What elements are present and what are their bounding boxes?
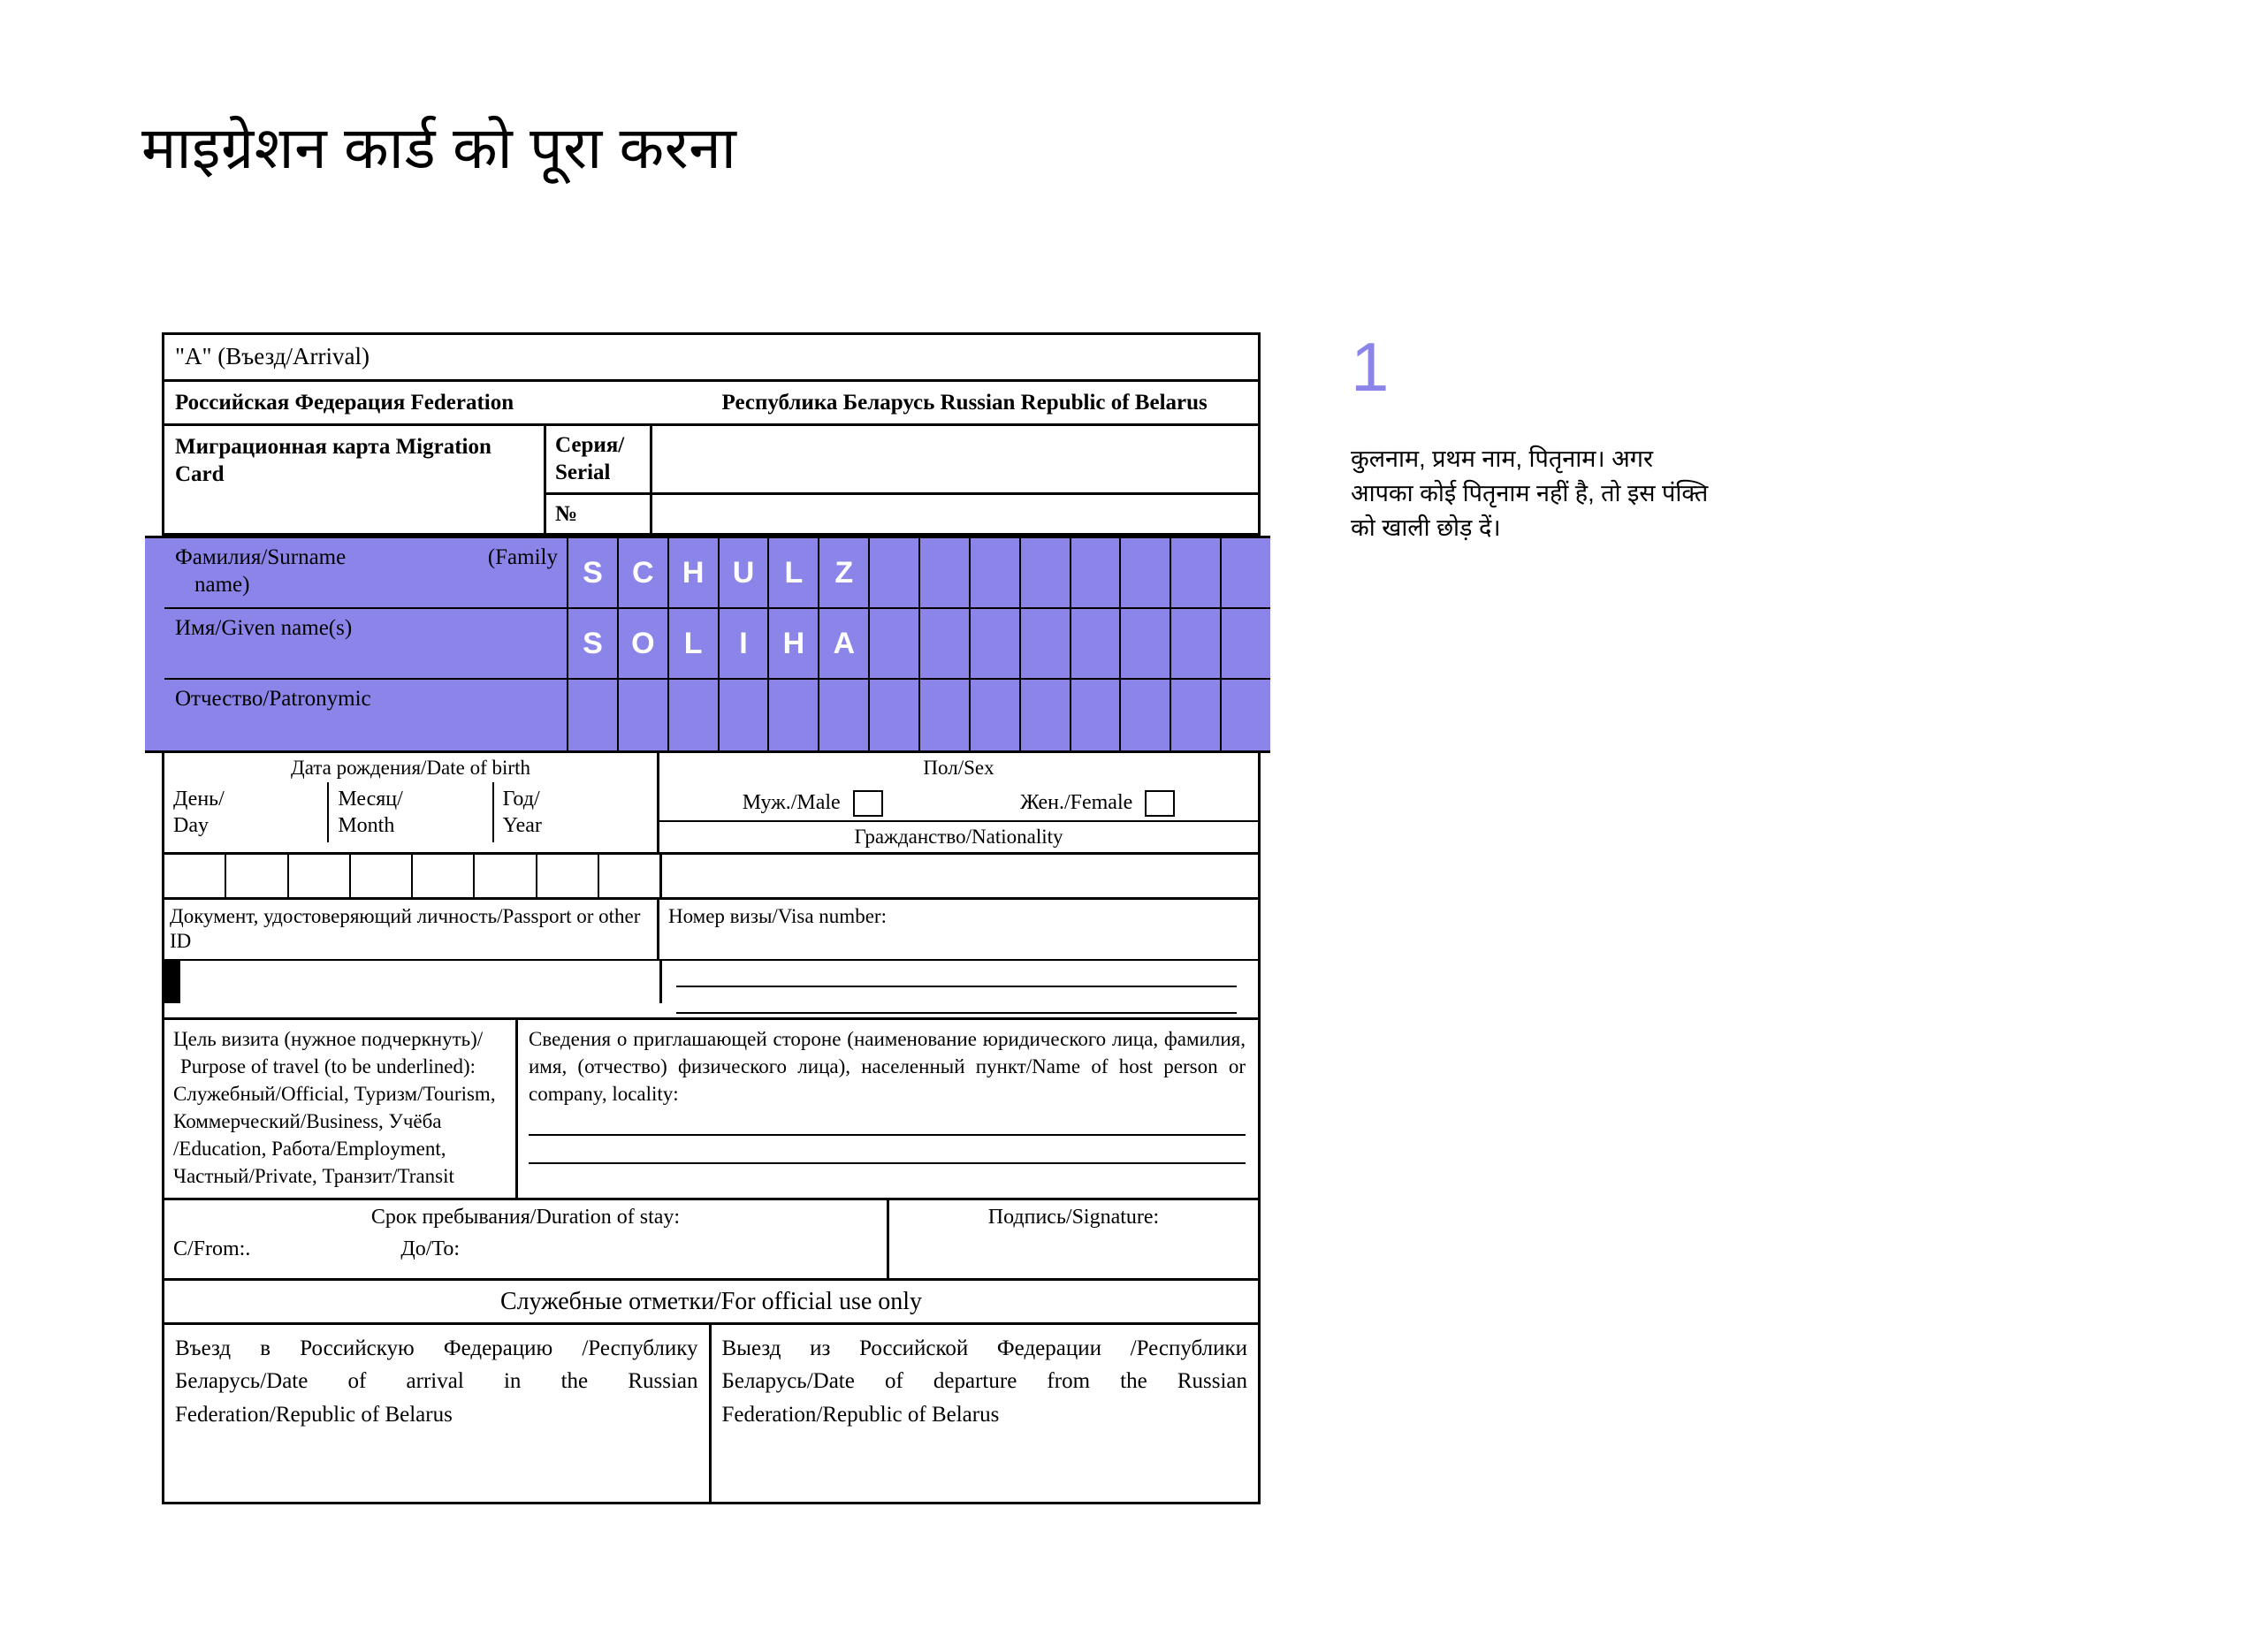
given-name-row — [164, 609, 1270, 680]
federation-left: Российская Федерация Federation — [175, 390, 514, 415]
patronymic-char-1[interactable] — [617, 680, 667, 750]
month-box-1[interactable] — [349, 855, 411, 897]
patronymic-char-6[interactable] — [868, 680, 918, 750]
patronymic-char-8[interactable] — [969, 680, 1019, 750]
day-label: День/ Day — [173, 787, 225, 837]
purpose-sub-label: Purpose of travel (to be underlined): — [180, 1055, 476, 1078]
callout-text: कुलनाम, प्रथम नाम, पितृनाम। अगर आपका कोई पितृनाम नहीं है, तो इस पंक्ति को खाली छोड़ दें। — [1351, 445, 1709, 542]
patronymic-char-3[interactable] — [718, 680, 768, 750]
patronymic-char-7[interactable] — [918, 680, 969, 750]
patronymic-char-2[interactable] — [667, 680, 718, 750]
patronymic-char-0[interactable] — [567, 680, 617, 750]
serial-row — [546, 426, 1258, 495]
female-option[interactable] — [1020, 789, 1175, 817]
migration-card — [162, 332, 1261, 1504]
surname-char-4[interactable]: L — [767, 538, 818, 607]
serial-label: Серия/ Serial — [546, 426, 652, 492]
federation-row — [164, 382, 1258, 426]
surname-char-7[interactable] — [918, 538, 969, 607]
arrival-header: "A" (Въезд/Arrival) — [175, 343, 370, 369]
host-details — [518, 1020, 1258, 1197]
male-checkbox[interactable] — [853, 790, 883, 817]
signature-field[interactable] — [889, 1200, 1258, 1278]
migration-card-label: Миграционная карта Migration Card — [164, 426, 546, 533]
given-char-5[interactable]: A — [818, 609, 868, 678]
given-name-label: Имя/Given name(s) — [175, 615, 353, 640]
host-line-1[interactable] — [529, 1111, 1246, 1136]
official-use-header: Служебные отметки/For official use only — [164, 1281, 1258, 1325]
duration-of-stay — [164, 1200, 889, 1278]
passport-boxes[interactable] — [164, 961, 662, 1003]
given-char-11[interactable] — [1119, 609, 1170, 678]
surname-label-paren2: name) — [194, 573, 250, 597]
card-header-row — [164, 335, 1258, 382]
surname-char-2[interactable]: H — [667, 538, 718, 607]
patronymic-char-10[interactable] — [1070, 680, 1120, 750]
visa-line-2[interactable] — [676, 993, 1237, 1014]
serial-input[interactable] — [652, 426, 1258, 492]
purpose-option-line-4[interactable]: Частный/Private, Транзит/Transit — [173, 1165, 454, 1188]
surname-char-13[interactable] — [1220, 538, 1270, 607]
name-highlight-block — [145, 536, 1270, 753]
given-char-2[interactable]: L — [667, 609, 718, 678]
month-box-0[interactable] — [287, 855, 349, 897]
duration-title: Срок пребывания/Duration of stay: — [370, 1205, 681, 1229]
patronymic-char-9[interactable] — [1019, 680, 1070, 750]
nationality-label: Гражданство/Nationality — [854, 825, 1063, 848]
given-char-1[interactable]: O — [617, 609, 667, 678]
number-row — [546, 495, 1258, 533]
patronymic-input[interactable] — [567, 680, 1270, 750]
signature-label: Подпись/Signature: — [987, 1205, 1160, 1229]
dob-title: Дата рождения/Date of birth — [291, 756, 530, 779]
patronymic-char-5[interactable] — [818, 680, 868, 750]
dob-sex-header-row — [164, 753, 1258, 855]
surname-char-10[interactable] — [1070, 538, 1120, 607]
host-label: Сведения о приглашающей стороне (наименование юридического лица, фамилия, имя, (отчество) физического лица), населенный пункт/Name of host person or company, locality: — [529, 1028, 1246, 1106]
surname-char-9[interactable] — [1019, 538, 1070, 607]
passport-box-9[interactable] — [179, 961, 180, 1003]
patronymic-char-12[interactable] — [1170, 680, 1220, 750]
surname-char-3[interactable]: U — [718, 538, 768, 607]
surname-char-6[interactable] — [868, 538, 918, 607]
purpose-of-travel[interactable] — [164, 1020, 518, 1197]
given-char-9[interactable] — [1019, 609, 1070, 678]
surname-char-12[interactable] — [1170, 538, 1220, 607]
dob-boxes[interactable] — [164, 855, 662, 897]
sex-title: Пол/Sex — [923, 756, 994, 779]
surname-label-main: Фамилия/Surname — [175, 544, 347, 569]
male-option[interactable] — [743, 789, 883, 817]
given-char-12[interactable] — [1170, 609, 1220, 678]
visa-label: Номер визы/Visa number: — [668, 904, 887, 927]
year-box-0[interactable] — [411, 855, 473, 897]
dob-nationality-boxes-row — [164, 855, 1258, 900]
purpose-option-line-3[interactable]: /Education, Работа/Employment, — [173, 1138, 446, 1161]
migration-card-row — [164, 426, 1258, 536]
arrival-departure-row — [164, 1325, 1258, 1502]
number-label: № — [546, 495, 652, 533]
visa-line-1[interactable] — [676, 966, 1237, 987]
surname-char-1[interactable]: C — [617, 538, 667, 607]
from-label: C/From:. — [173, 1237, 251, 1260]
surname-label-paren: (Family — [487, 544, 558, 569]
given-char-10[interactable] — [1070, 609, 1120, 678]
patronymic-label: Отчество/Patronymic — [175, 686, 371, 711]
passport-label: Документ, удостоверяющий личность/Passport or other ID — [164, 900, 659, 960]
visa-number-input[interactable] — [662, 961, 1258, 1017]
passport-visa-label-row — [164, 900, 1258, 962]
patronymic-row — [164, 680, 1270, 750]
surname-label — [164, 538, 567, 607]
purpose-option-line-1[interactable]: Служебный/Official, Туризм/Tourism, — [173, 1083, 496, 1106]
given-char-8[interactable] — [969, 609, 1019, 678]
given-char-6[interactable] — [868, 609, 918, 678]
patronymic-char-13[interactable] — [1220, 680, 1270, 750]
given-char-3[interactable]: I — [718, 609, 768, 678]
number-input[interactable] — [652, 495, 1258, 533]
surname-char-8[interactable] — [969, 538, 1019, 607]
year-box-2[interactable] — [536, 855, 598, 897]
female-label: Жен./Female — [1020, 790, 1133, 814]
male-label: Муж./Male — [742, 790, 841, 814]
host-line-2[interactable] — [529, 1139, 1246, 1164]
month-label: Месяц/ Month — [327, 782, 491, 842]
surname-char-0[interactable]: S — [567, 538, 617, 607]
purpose-label: Цель визита (нужное подчеркнуть)/ — [173, 1028, 484, 1051]
year-label: Год/ Year — [492, 782, 657, 842]
year-box-3[interactable] — [598, 855, 659, 897]
surname-row — [164, 538, 1270, 609]
departure-block: Выезд из Российской Федерации /Республики Беларусь/Date of departure from the Russian Federation/Republic of Belarus — [721, 1336, 1247, 1427]
patronymic-char-11[interactable] — [1119, 680, 1170, 750]
callout-number: 1 — [1351, 328, 1390, 406]
day-box-0[interactable] — [164, 855, 225, 897]
duration-signature-row — [164, 1200, 1258, 1281]
federation-right: Республика Беларусь Russian Republic of Belarus — [721, 390, 1208, 415]
given-char-4[interactable]: H — [767, 609, 818, 678]
surname-input[interactable] — [567, 538, 1270, 607]
given-char-7[interactable] — [918, 609, 969, 678]
year-box-1[interactable] — [473, 855, 535, 897]
to-label: До/To: — [400, 1237, 461, 1260]
female-checkbox[interactable] — [1145, 790, 1175, 817]
given-char-13[interactable] — [1220, 609, 1270, 678]
patronymic-char-4[interactable] — [767, 680, 818, 750]
given-name-input[interactable] — [567, 609, 1270, 678]
dob-section — [164, 753, 659, 852]
purpose-option-line-2[interactable]: Коммерческий/Business, Учёба — [173, 1110, 442, 1133]
surname-char-11[interactable] — [1119, 538, 1170, 607]
arrival-block: Въезд в Российскую Федерацию /Республику Беларусь/Date of arrival in the Russian Federation/Republic of Belarus — [164, 1325, 712, 1502]
given-char-0[interactable]: S — [567, 609, 617, 678]
day-box-1[interactable] — [225, 855, 286, 897]
surname-char-5[interactable]: Z — [818, 538, 868, 607]
page-title: माइग्रेशन कार्ड को पूरा करना — [141, 115, 737, 180]
nationality-boxes[interactable] — [662, 855, 1258, 897]
passport-visa-input-row — [164, 961, 1258, 1020]
purpose-host-row — [164, 1020, 1258, 1199]
sex-nationality-section — [659, 753, 1258, 852]
